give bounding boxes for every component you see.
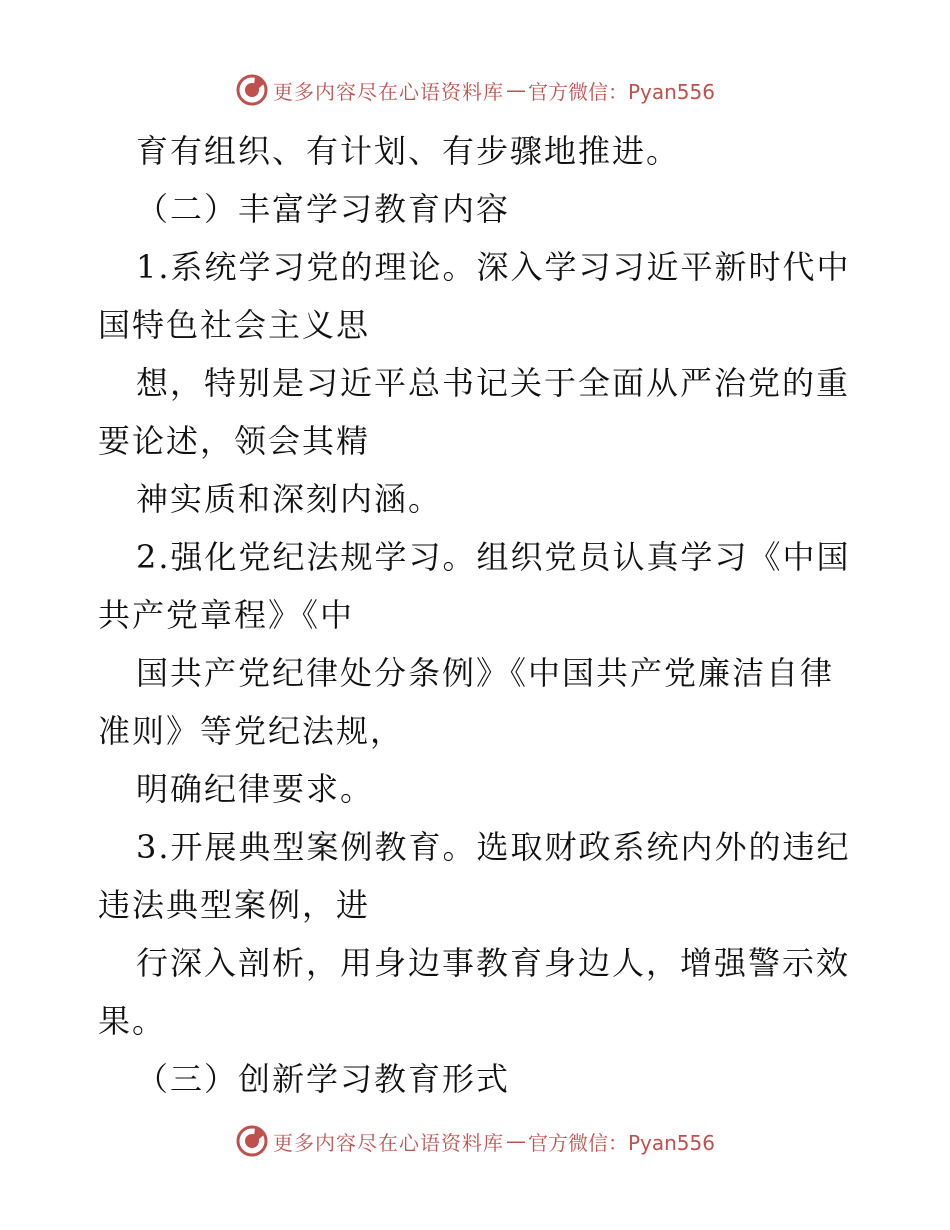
text-line: 共产党章程》《中 — [98, 596, 355, 634]
watermark-suffix: 官方微信：Pyan556 — [527, 79, 715, 104]
text-line: 1.系统学习党的理论。深入学习习近平新时代中 — [136, 248, 851, 286]
text-line: 准则》等党纪法规， — [98, 712, 405, 750]
text-line: （三）创新学习教育形式 — [136, 1060, 511, 1098]
text-line: 违法典型案例，进 — [98, 886, 371, 924]
text-line: 2.强化党纪法规学习。组织党员认真学习《中国 — [136, 538, 851, 576]
brand-logo-icon — [235, 73, 269, 107]
text-line: 国共产党纪律处分条例》《中国共产党廉洁自律 — [136, 654, 835, 692]
text-line: 行深入剖析，用身边事教育身边人，增强警示效 — [136, 944, 851, 982]
text-line: 果。 — [98, 1002, 167, 1040]
text-line: （二）丰富学习教育内容 — [136, 190, 511, 228]
text-line: 明确纪律要求。 — [136, 770, 375, 808]
text-line: 要论述，领会其精 — [98, 422, 371, 460]
watermark-brand: 更多内容尽在心语资料库 — [272, 79, 504, 104]
text-line: 育有组织、有计划、有步骤地推进。 — [136, 132, 681, 170]
text-line: 想，特别是习近平总书记关于全面从严治党的重 — [136, 364, 851, 402]
watermark-suffix: 官方微信：Pyan556 — [527, 1130, 715, 1155]
text-line: 神实质和深刻内涵。 — [136, 480, 443, 518]
text-line: 国特色社会主义思 — [98, 306, 371, 344]
watermark-dash: — — [505, 78, 526, 102]
watermark-header — [0, 70, 950, 110]
brand-logo-icon — [235, 1124, 269, 1158]
text-line: 3.开展典型案例教育。选取财政系统内外的违纪 — [136, 828, 851, 866]
watermark-footer — [0, 1121, 950, 1161]
watermark-brand: 更多内容尽在心语资料库 — [272, 1130, 504, 1155]
watermark-dash: — — [505, 1129, 526, 1153]
document-body — [98, 122, 858, 1108]
